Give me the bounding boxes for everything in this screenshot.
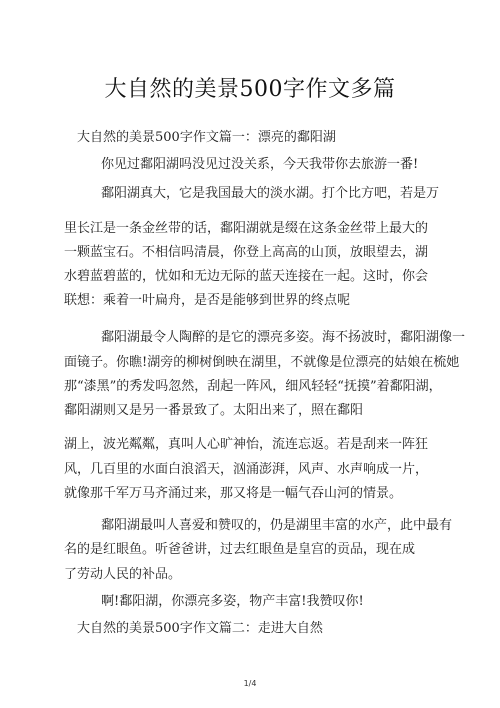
section-heading-2: 大自然的美景500字作文篇二：走进大自然 bbox=[77, 621, 323, 636]
paragraph-line: 风，几百里的水面白浪滔天，汹涌澎湃，风声、水声响成一片， bbox=[64, 462, 429, 477]
paragraph-line: 了劳动人民的补品。 bbox=[64, 567, 182, 582]
paragraph-line: 联想：乘着一叶扁舟，是否是能够到世界的终点呢 bbox=[64, 293, 351, 308]
paragraph-line: 水碧蓝碧蓝的，忧如和无边无际的蓝天连接在一起。这时，你会 bbox=[64, 269, 429, 284]
paragraph-line: 湖上，波光粼粼，真叫人心旷神怡，流连忘返。若是刮来一阵狂 bbox=[64, 437, 429, 452]
document-title: 大自然的美景500字作文多篇 bbox=[104, 77, 396, 102]
paragraph-line: 名的是红眼鱼。听爸爸讲，过去红眼鱼是皇宫的贡品，现在成 bbox=[64, 542, 416, 557]
paragraph-line: 一颗蓝宝石。不相信吗清晨，你登上高高的山顶，放眼望去，湖 bbox=[64, 245, 429, 260]
paragraph-line: 就像那千军万马齐涌过来，那又将是一幅气吞山河的情景。 bbox=[64, 486, 403, 501]
paragraph-line: 啊!鄱阳湖，你漂亮多姿，物产丰富!我赞叹你! bbox=[101, 594, 364, 609]
paragraph-line: 你见过鄱阳湖吗没见过没关系，今天我带你去旅游一番! bbox=[101, 157, 419, 172]
paragraph-line: 鄱阳湖真大，它是我国最大的淡水湖。打个比方吧，若是万 bbox=[101, 186, 440, 201]
paragraph-line: 里长江是一条金丝带的话，鄱阳湖就是缀在这条金丝带上最大的 bbox=[64, 221, 429, 236]
paragraph-line: 那“漆黑”的秀发吗忽然，刮起一阵风，细风轻轻“抚摸”着鄱阳湖， bbox=[64, 379, 442, 394]
paragraph-line: 鄱阳湖最叫人喜爱和赞叹的，仍是湖里丰富的水产，此中最有 bbox=[101, 518, 453, 533]
paragraph-line: 鄱阳湖最令人陶醉的是它的漂亮多姿。海不扬波时，鄱阳湖像一 bbox=[101, 330, 466, 345]
paragraph-line: 鄱阳湖则又是另一番景致了。太阳出来了，照在鄱阳 bbox=[64, 403, 364, 418]
page-number: 1/4 bbox=[243, 679, 257, 688]
paragraph-line: 面镜子。你瞧!湖旁的柳树倒映在湖里，不就像是位漂亮的姑娘在梳她 bbox=[64, 355, 460, 370]
section-heading-1: 大自然的美景500字作文篇一：漂亮的鄱阳湖 bbox=[77, 130, 336, 145]
